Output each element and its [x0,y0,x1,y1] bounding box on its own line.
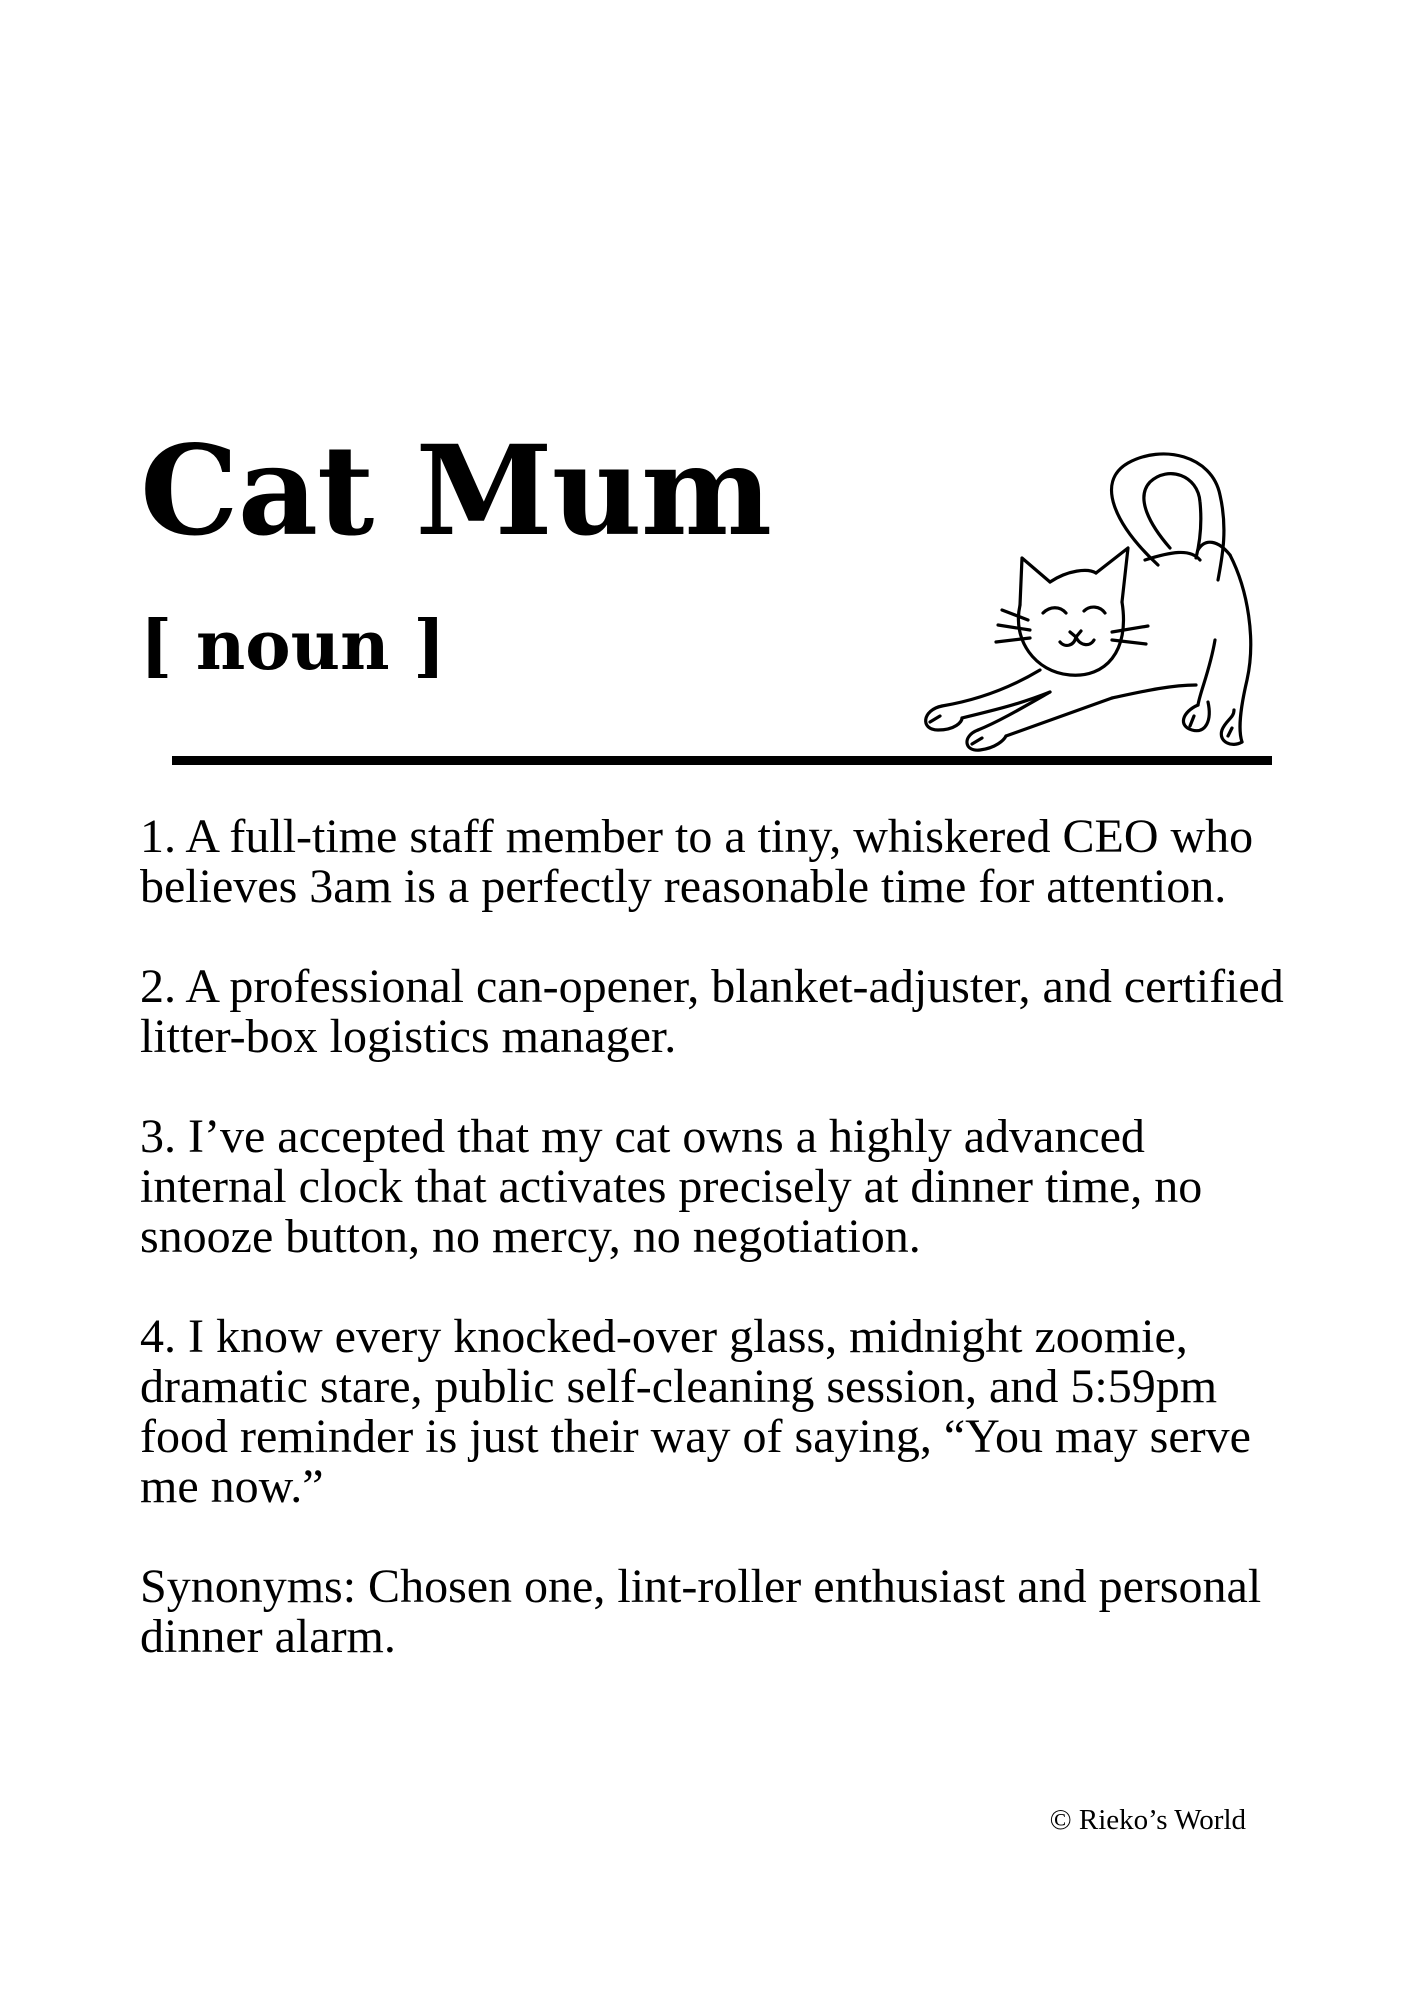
definition-item: 2. A professional can-opener, blanket-adjuster, and certified litter-box logistics manager. [140,960,1284,1063]
divider-rule [172,756,1272,765]
definition-item: 1. A full-time staff member to a tiny, whiskered CEO who believes 3am is a perfectly reasonable time for attention. [140,810,1254,913]
definition-item: 4. I know every knocked-over glass, midnight zoomie, dramatic stare, public self-cleaning session, and 5:59pm food reminder is just their way of saying, “You may serve me now.” [140,1310,1251,1513]
part-of-speech: [ noun ] [140,606,446,686]
entry-word: Cat Mum [140,419,772,564]
stretching-cat-icon [900,430,1280,760]
definition-list [140,812,1290,1662]
synonyms-text: Synonyms: Chosen one, lint-roller enthusiast and personal dinner alarm. [140,1560,1262,1663]
definition-item: 3. I’ve accepted that my cat owns a highly advanced internal clock that activates precisely at dinner time, no snooze button, no mercy, no negotiation. [140,1110,1203,1263]
copyright-notice: © Rieko’s World [1049,1804,1246,1836]
